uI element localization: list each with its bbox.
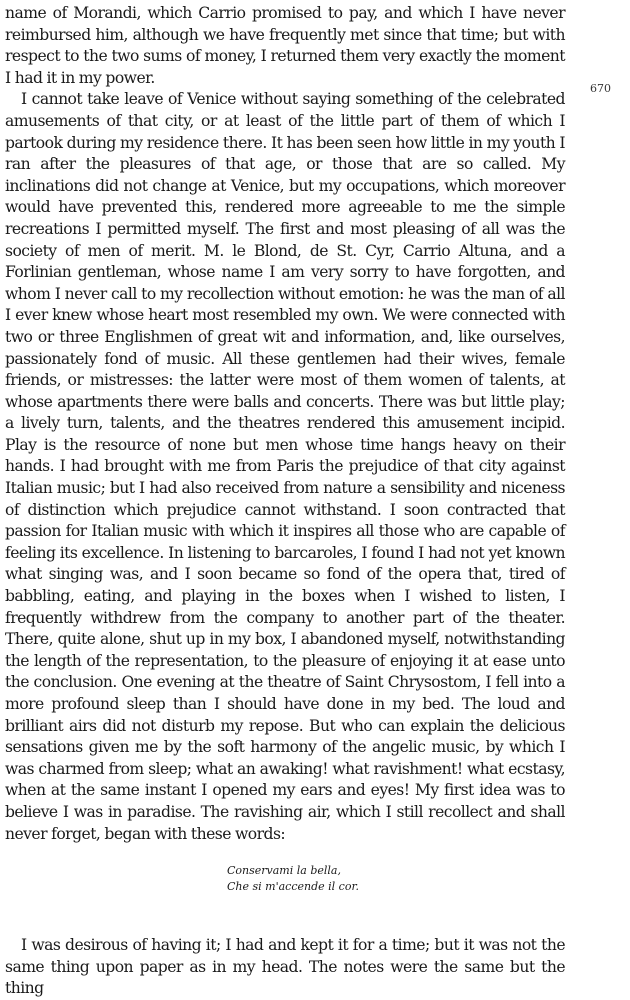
paragraph-desirous: I was desirous of having it; I had and kept it for a time; but it was not the same thing upon paper as in my head. The notes were the same but the thing xyxy=(5,936,565,998)
page-body xyxy=(5,3,565,1000)
margin-page-number: 670 xyxy=(590,82,611,95)
verse-line-2: Che si m'accende il cor. xyxy=(227,880,360,894)
verse-line-1: Conservami la bella, xyxy=(227,864,341,878)
paragraph-venice-amusements: I cannot take leave of Venice without saying something of the celebrated amusements of that city, or at least of the little part of them of which I partook during my residence there. It has been seen how little in my youth I ran after the pleasures of that age, or those that are so called. My inclinations did not change at Venice, but my occupations, which moreover would have prevented this, rendered more agreeable to me the simple recreations I permitted myself. The first and most pleasing of all was the society of men of merit. M. le Blond, de St. Cyr, Carrio Altuna, and a Forlinian gentleman, whose name I am very sorry to have forgotten, and whom I never call to my recollection without emotion: he was the man of all I ever knew whose heart most resembled my own. We were connected with two or three Englishmen of great wit and information, and, like ourselves, passionately fond of music. All these gentlemen had their wives, female friends, or mistresses: the latter were most of them women of talents, at whose apartments there were balls and concerts. There was but little play; a lively turn, talents, and the theatres rendered this amusement incipid. Play is the resource of none but men whose time hangs heavy on their hands. I had brought with me from Paris the prejudice of that city against Italian music; but I had also received from nature a sensibility and niceness of distinction which prejudice cannot withstand. I soon contracted that passion for Italian music with which it inspires all those who are capable of feeling its excellence. In listening to barcaroles, I found I had not yet known what singing was, and I soon became so fond of the opera that, tired of babbling, eating, and playing in the boxes when I wished to listen, I frequently withdrew from the company to another part of the theater. There, quite alone, shut up in my box, I abandoned myself, notwithstanding the length of the representation, to the pleasure of enjoying it at ease unto the conclusion. One evening at the theatre of Saint Chrysostom, I fell into a more profound sleep than I should have done in my bed. The loud and brilliant airs did not disturb my repose. But who can explain the delicious sensations given me by the soft harmony of the angelic music, by which I was charmed from sleep; what an awaking! what ravishment! what ecstasy, when at the same instant I opened my ears and eyes! My first idea was to believe I was in paradise. The ravishing air, which I still recollect and shall never forget, began with these words: xyxy=(5,90,565,843)
verse-quote xyxy=(227,863,565,895)
paragraph-continuation: name of Morandi, which Carrio promised to pay, and which I have never reimbursed him, although we have frequently met since that time; but with respect to the two sums of money, I returned them very exactly the moment I had it in my power. xyxy=(5,4,565,87)
